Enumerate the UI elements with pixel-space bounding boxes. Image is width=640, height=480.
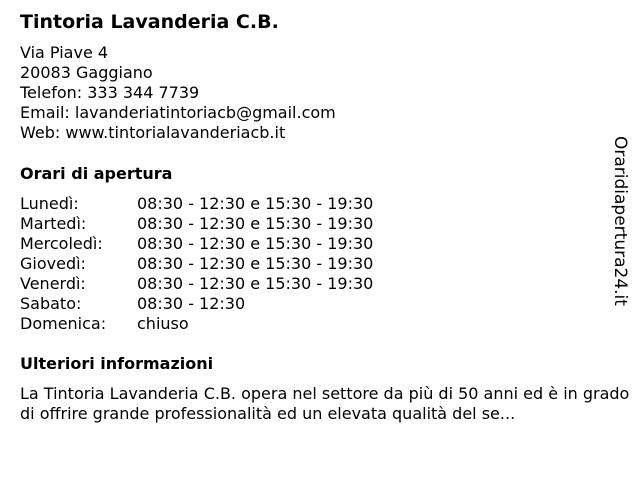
website: Web: www.tintorialavanderiacb.it bbox=[20, 123, 286, 142]
additional-info-heading: Ulteriori informazioni bbox=[20, 354, 214, 373]
day-label: Venerdì: bbox=[20, 274, 86, 293]
business-name: Tintoria Lavanderia C.B. bbox=[20, 11, 279, 33]
site-watermark bbox=[610, 136, 630, 312]
day-label: Giovedì: bbox=[20, 254, 86, 273]
hours-value: 08:30 - 12:30 bbox=[137, 294, 246, 313]
day-label: Martedì: bbox=[20, 214, 87, 233]
hours-row-thursday bbox=[20, 254, 373, 274]
day-label: Lunedì: bbox=[20, 194, 79, 213]
hours-value: 08:30 - 12:30 e 15:30 - 19:30 bbox=[137, 214, 374, 233]
day-label: Mercoledì: bbox=[20, 234, 103, 253]
opening-hours-heading: Orari di apertura bbox=[20, 164, 173, 183]
phone-number: Telefon: 333 344 7739 bbox=[20, 83, 200, 102]
hours-row-monday bbox=[20, 194, 373, 214]
opening-hours-table bbox=[20, 194, 373, 334]
watermark-text: Oraridiapertura24.it bbox=[610, 136, 630, 306]
hours-row-friday bbox=[20, 274, 373, 294]
hours-value: chiuso bbox=[137, 314, 189, 333]
hours-row-sunday bbox=[20, 314, 373, 334]
hours-value: 08:30 - 12:30 e 15:30 - 19:30 bbox=[137, 234, 374, 253]
hours-value: 08:30 - 12:30 e 15:30 - 19:30 bbox=[137, 274, 374, 293]
day-label: Sabato: bbox=[20, 294, 82, 313]
hours-row-wednesday bbox=[20, 234, 373, 254]
address-street: Via Piave 4 bbox=[20, 43, 109, 62]
contact-block bbox=[20, 43, 336, 143]
hours-value: 08:30 - 12:30 e 15:30 - 19:30 bbox=[137, 254, 374, 273]
hours-value: 08:30 - 12:30 e 15:30 - 19:30 bbox=[137, 194, 374, 213]
business-description: La Tintoria Lavanderia C.B. opera nel settore da più di 50 anni ed è in grado di offrire grande professionalità ed un elevata qualità del se... bbox=[20, 384, 630, 423]
email-address: Email: lavanderiatintoriacb@gmail.com bbox=[20, 103, 336, 122]
hours-row-saturday bbox=[20, 294, 373, 314]
day-label: Domenica: bbox=[20, 314, 107, 333]
address-city: 20083 Gaggiano bbox=[20, 63, 153, 82]
hours-row-tuesday bbox=[20, 214, 373, 234]
